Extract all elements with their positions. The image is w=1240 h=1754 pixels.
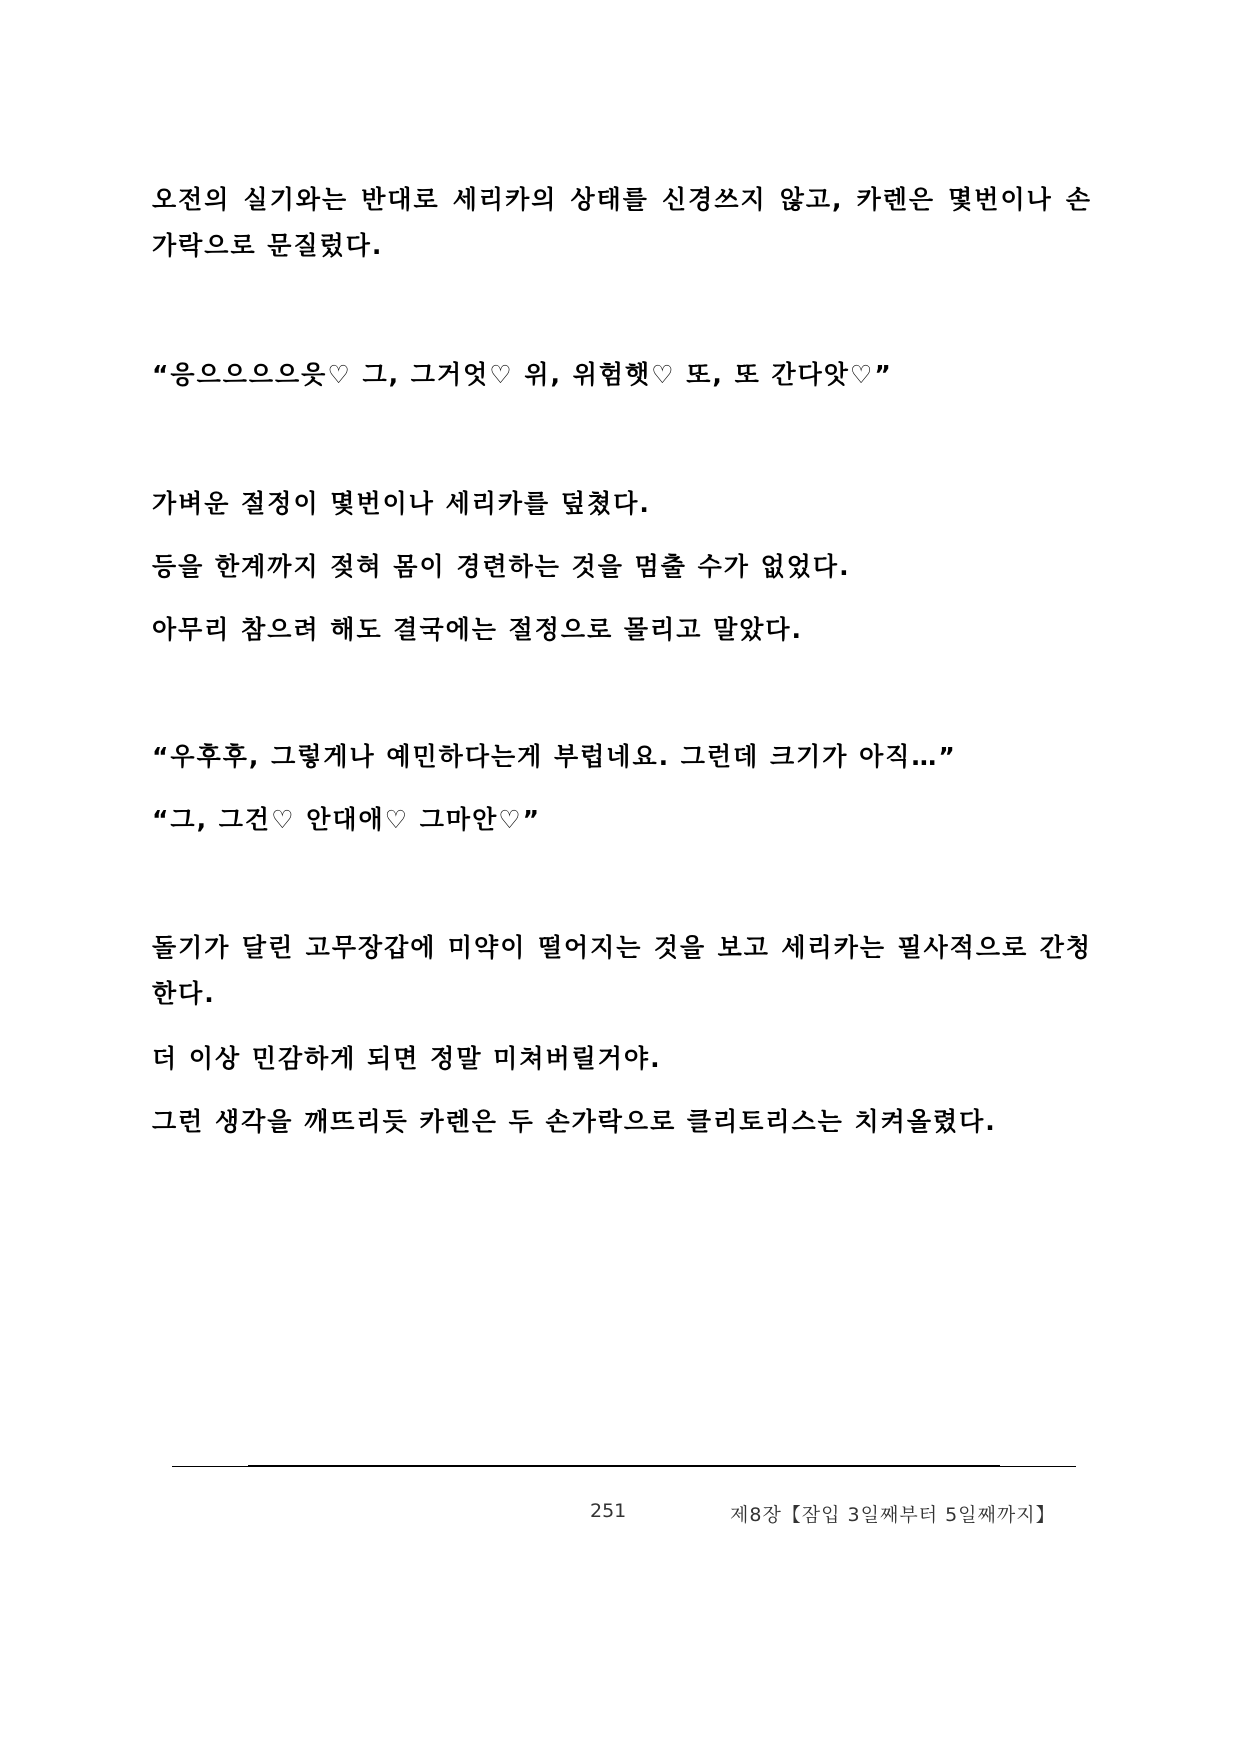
paragraph-2: “응으으으으읏♡ 그, 그거엇♡ 위, 위험햇♡ 또, 또 간다앗♡” [152, 360, 893, 389]
paragraph-7: “그, 그건♡ 안대애♡ 그마안♡” [152, 805, 542, 834]
paragraph-1: 오전의 실기와는 반대로 세리카의 상태를 신경쓰지 않고, 카렌은 몇번이나 손가락으로 문질렀다. [152, 185, 1092, 260]
paragraph-9: 더 이상 민감하게 되면 정말 미쳐버릴거야. [152, 1044, 662, 1073]
footer-divider-center [248, 1465, 1000, 1467]
paragraph-4: 등을 한계까지 젖혀 몸이 경련하는 것을 멈출 수가 없었다. [152, 552, 851, 581]
paragraph-3: 가벼운 절정이 몇번이나 세리카를 덮쳤다. [152, 489, 651, 518]
chapter-title: 제8장【잠입 3일째부터 5일째까지】 [730, 1504, 1056, 1526]
paragraph-8: 돌기가 달린 고무장갑에 미약이 떨어지는 것을 보고 세리카는 필사적으로 간청한다. [152, 933, 1092, 1008]
paragraph-6: “우후후, 그렇게나 예민하다는게 부럽네요. 그런데 크기가 아직…” [152, 742, 957, 771]
page-number: 251 [590, 1500, 627, 1522]
paragraph-10: 그런 생각을 깨뜨리듯 카렌은 두 손가락으로 클리토리스는 치켜올렸다. [152, 1107, 997, 1136]
paragraph-5: 아무리 참으려 해도 결국에는 절정으로 몰리고 말았다. [152, 615, 804, 644]
